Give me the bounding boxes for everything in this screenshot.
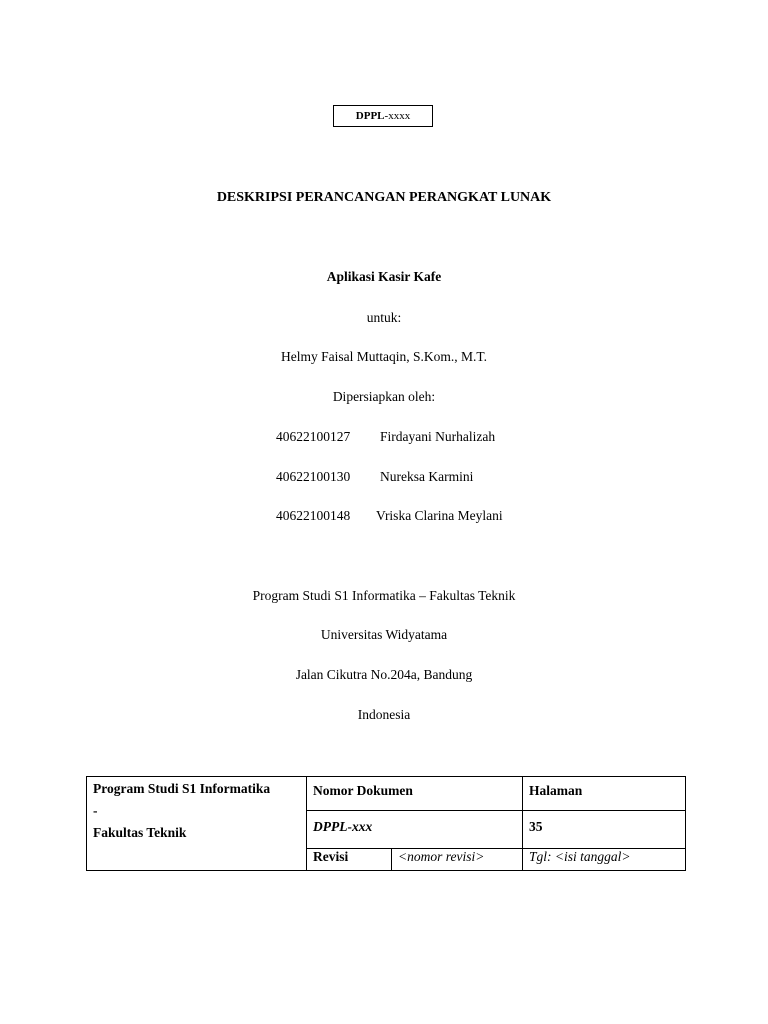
country: Indonesia bbox=[357, 707, 411, 722]
member-name: Firdayani Nurhalizah bbox=[380, 429, 496, 444]
program-name: Program Studi S1 Informatika – Fakultas Teknik bbox=[252, 588, 516, 603]
program-line: Program Studi S1 Informatika bbox=[93, 781, 271, 796]
document-number-label: Nomor Dokumen bbox=[307, 777, 523, 811]
client-name: Helmy Faisal Muttaqin, S.Kom., M.T. bbox=[281, 349, 487, 364]
document-code-suffix: -xxxx bbox=[384, 110, 411, 122]
document-code-box bbox=[333, 105, 433, 127]
prepared-by-label: Dipersiapkan oleh: bbox=[332, 389, 436, 404]
member-nim: 40622100130 bbox=[276, 469, 351, 484]
dash-line: - bbox=[93, 803, 98, 818]
page-count-value: 35 bbox=[523, 811, 686, 849]
member-nim: 40622100127 bbox=[276, 429, 351, 444]
member-name: Vriska Clarina Meylani bbox=[376, 508, 503, 523]
document-info-table bbox=[86, 776, 686, 871]
date-value: Tgl: <isi tanggal> bbox=[523, 849, 686, 871]
university-address: Jalan Cikutra No.204a, Bandung bbox=[295, 667, 473, 682]
revision-value: <nomor revisi> bbox=[392, 849, 523, 871]
program-faculty-cell bbox=[87, 777, 307, 871]
page-label: Halaman bbox=[523, 777, 686, 811]
revision-label: Revisi bbox=[307, 849, 392, 871]
for-label: untuk: bbox=[366, 310, 402, 325]
faculty-line: Fakultas Teknik bbox=[93, 825, 187, 840]
member-nim: 40622100148 bbox=[276, 508, 351, 523]
document-title: DESKRIPSI PERANCANGAN PERANGKAT LUNAK bbox=[216, 190, 552, 205]
member-name: Nureksa Karmini bbox=[380, 469, 474, 484]
document-code-prefix: DPPL bbox=[355, 110, 385, 122]
document-number-value: DPPL-xxx bbox=[307, 811, 523, 849]
application-name: Aplikasi Kasir Kafe bbox=[326, 269, 442, 284]
university-name: Universitas Widyatama bbox=[320, 627, 448, 642]
